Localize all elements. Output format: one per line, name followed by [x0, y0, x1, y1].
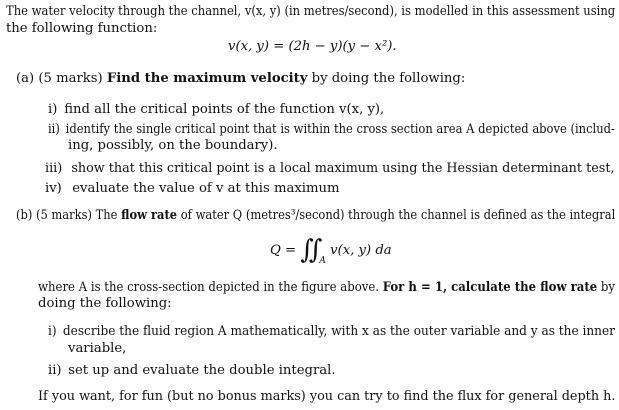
part-a-heading: [16, 70, 465, 87]
where-task: For h = 1, calculate the flow rate: [382, 280, 598, 295]
part-a-task: Find the maximum velocity: [106, 71, 308, 86]
part-a-item-2: [48, 121, 615, 138]
part-b-heading: [16, 207, 615, 224]
item-number: iii): [45, 161, 63, 176]
where-text: where A is the cross-section depicted in the figure above.: [38, 280, 379, 295]
part-b-item-2: [48, 362, 336, 379]
part-a-task-rest: by doing the following:: [311, 71, 466, 86]
velocity-equation: v(x, y) = (2h − y)(y − x²).: [228, 39, 397, 54]
integral-region: A: [319, 256, 326, 266]
item-number: i): [48, 102, 58, 117]
part-b-pre: The: [95, 208, 118, 223]
part-b-where-line-1: [38, 279, 615, 296]
part-b-item-1-cont: variable,: [68, 341, 127, 356]
integral-rhs: v(x, y) da: [330, 243, 392, 258]
item-number: iv): [45, 181, 62, 196]
item-number: i): [48, 324, 57, 339]
item-text: show that this critical point is a local maximum using the Hessian determinant test,: [71, 161, 615, 176]
integral-lhs: Q =: [270, 243, 297, 258]
intro-line-1: The water velocity through the channel, v(x, y) (in metres/second), is modelled in this assessment using: [6, 4, 616, 19]
part-b-where-line-2: doing the following:: [38, 296, 172, 311]
part-a-label: (a): [16, 71, 35, 86]
item-number: ii): [48, 122, 60, 137]
intro-line-2: the following function:: [6, 21, 158, 36]
item-text: identify the single critical point that is within the cross section area A depicted above (includ-: [65, 122, 615, 137]
where-by: by: [600, 280, 615, 295]
part-a-marks: (5 marks): [38, 71, 103, 86]
part-b-footer: If you want, for fun (but no bonus marks) you can try to find the flux for general depth h.: [38, 389, 616, 404]
part-a-item-3: [45, 160, 615, 177]
part-b-task: flow rate: [121, 208, 178, 223]
part-b-marks: (5 marks): [35, 208, 92, 223]
part-b-item-1: [48, 323, 615, 340]
item-text: set up and evaluate the double integral.: [68, 363, 336, 378]
part-a-item-4: [45, 180, 340, 197]
part-a-item-2-cont: ing, possibly, on the boundary).: [68, 138, 278, 153]
item-text: describe the fluid region A mathematically, with x as the outer variable and y as the inner: [62, 324, 615, 339]
part-b-label: (b): [16, 208, 33, 223]
item-number: ii): [48, 363, 62, 378]
part-a-item-1: [48, 101, 384, 118]
flow-integral: [270, 235, 392, 266]
part-b-task-rest: of water Q (metres³/second) through the channel is defined as the integral: [180, 208, 616, 223]
item-text: find all the critical points of the function v(x, y),: [64, 102, 385, 117]
double-integral-symbol: ∬: [300, 235, 317, 265]
item-text: evaluate the value of v at this maximum: [72, 181, 340, 196]
